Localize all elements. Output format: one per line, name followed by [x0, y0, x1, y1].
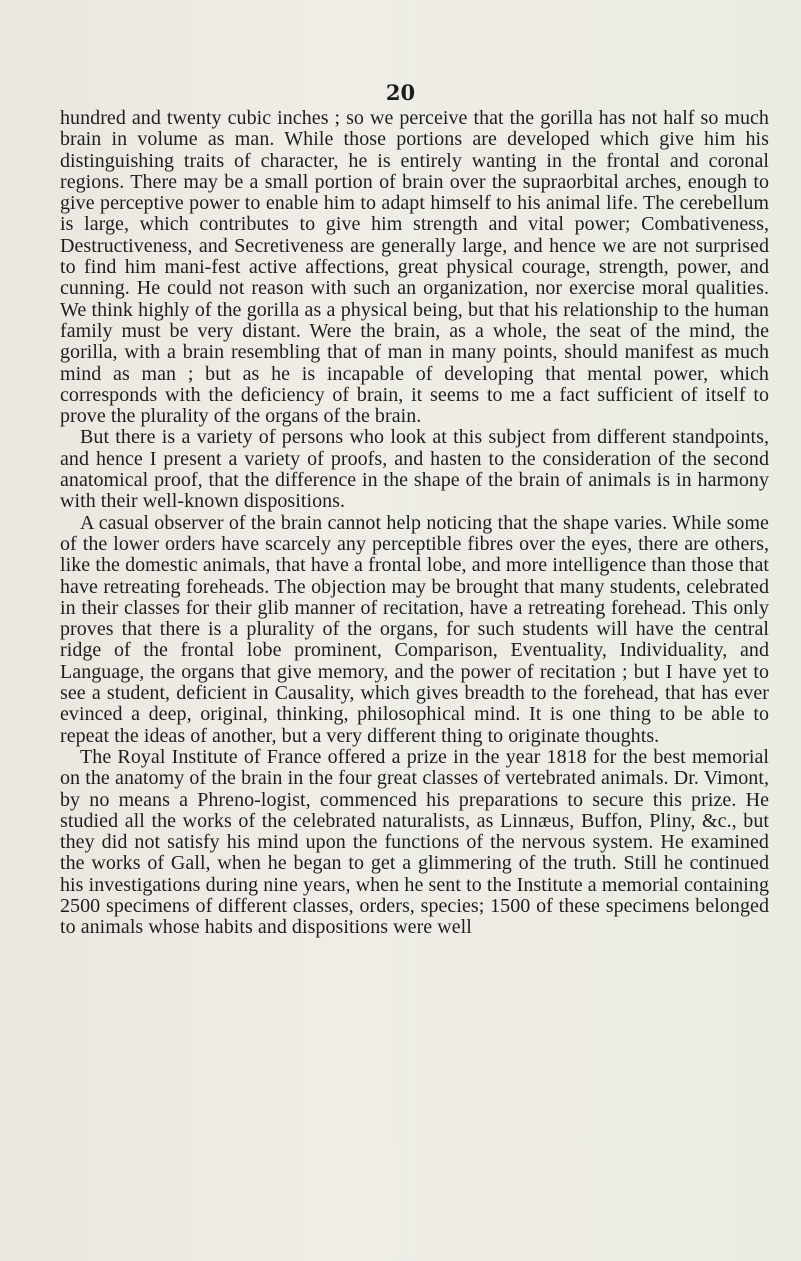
paragraph: hundred and twenty cubic inches ; so we perceive that the gorilla has not half so much brain in volume as man. While those portions are developed which give him his distinguishing traits of character, he is entirely wanting in the frontal and coronal regions. There may be a small portion of brain over the supraorbital arches, enough to give perceptive power to enable him to adapt himself to his animal life. The cerebellum is large, which contributes to give him strength and vital power; Combativeness, Destructiveness, and Secretiveness are generally large, and hence we are not surprised to find him mani-fest active affections, great physical courage, strength, power, and cunning. He could not reason with such an organization, nor exercise moral qualities. We think highly of the gorilla as a physical being, but that his relationship to the human family must be very distant. Were the brain, as a whole, the seat of the mind, the gorilla, with a brain resembling that of man in many points, should manifest as much mind as man ; but as he is incapable of developing that mental power, which corresponds with the deficiency of brain, it seems to me a fact sufficient of itself to prove the plurality of the organs of the brain. — [60, 107, 769, 428]
page-number: 20 — [385, 80, 416, 105]
paragraph: A casual observer of the brain cannot help noticing that the shape varies. While some of the lower orders have scarcely any perceptible fibres over the eyes, there are others, like the domestic animals, that have a frontal lobe, and more intelligence than those that have retreating foreheads. The objection may be brought that many students, celebrated in their classes for their glib manner of recitation, have a retreating forehead. This only proves that there is a plurality of the organs, for such students will have the central ridge of the frontal lobe prominent, Comparison, Eventuality, Individuality, and Language, the organs that give memory, and the power of recitation ; but I have yet to see a student, deficient in Causality, which gives breadth to the forehead, that has ever evinced a deep, original, thinking, philosophical mind. It is one thing to be able to repeat the ideas of another, but a very different thing to originate thoughts. — [60, 511, 769, 747]
body-text — [60, 108, 769, 939]
paragraph: But there is a variety of persons who look at this subject from different standpoints, and hence I present a variety of proofs, and hasten to the consideration of the second anatomical proof, that the difference in the shape of the brain of animals is in harmony with their well-known dispositions. — [60, 426, 769, 513]
paragraph: The Royal Institute of France offered a prize in the year 1818 for the best memorial on the anatomy of the brain in the four great classes of vertebrated animals. Dr. Vimont, by no means a Phreno-logist, commenced his preparations to secure this prize. He studied all the works of the celebrated naturalists, as Linnæus, Buffon, Pliny, &c., but they did not satisfy his mind upon the functions of the nervous system. He examined the works of Gall, when he began to get a glimmering of the truth. Still he continued his investigations during nine years, when he sent to the Institute a memorial containing 2500 specimens of different classes, orders, species; 1500 of these specimens belonged to animals whose habits and dispositions were well — [60, 745, 769, 939]
